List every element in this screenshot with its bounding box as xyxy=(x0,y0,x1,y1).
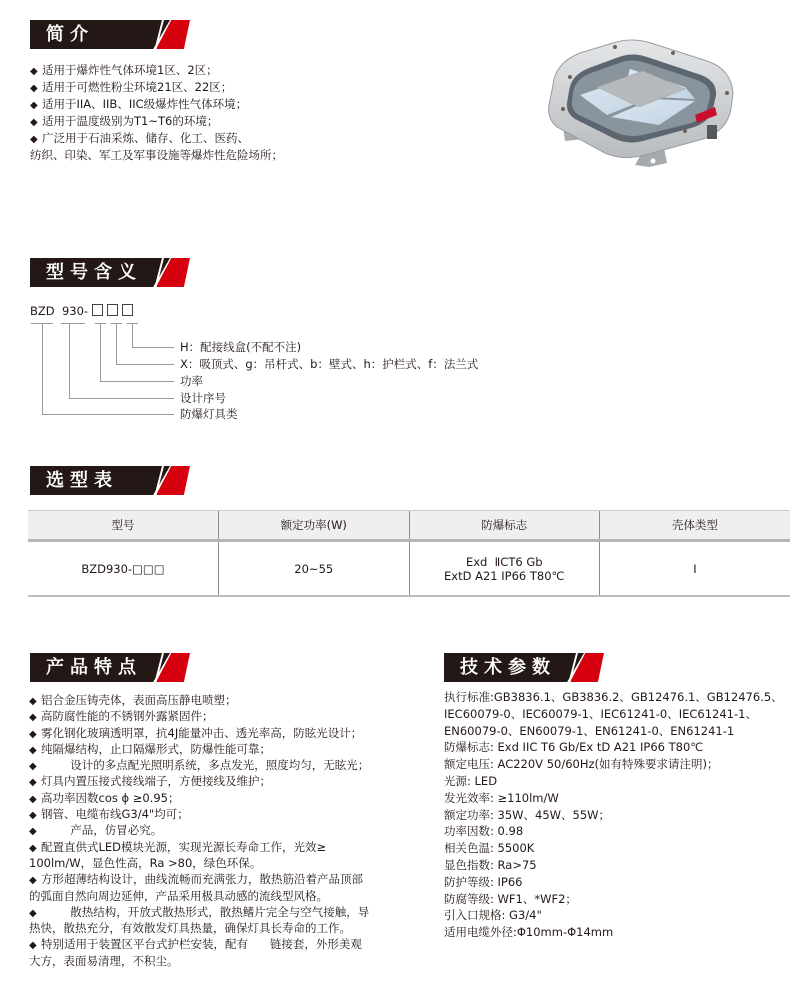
placeholder-box-icon xyxy=(107,304,118,316)
selection-table-section-banner xyxy=(30,466,190,495)
feature-line: ◆ 产品，仿冒必究。 xyxy=(29,822,369,838)
bullet-icon: ◆ xyxy=(29,696,37,707)
features-title: 产品特点 xyxy=(46,657,142,678)
selection-table xyxy=(28,510,790,597)
bullet-icon: ◆ xyxy=(30,83,38,94)
model-meaning-title: 型号含义 xyxy=(46,262,142,283)
param-line: 光源: LED xyxy=(444,773,498,788)
param-line: 防腐等级: WF1、*WF2； xyxy=(444,891,577,906)
tech-params-title: 技术参数 xyxy=(460,657,556,678)
feature-line: ◆ 纯隔爆结构，止口隔爆形式，防爆性能可靠； xyxy=(29,741,369,757)
column-header-power: 额定功率(W) xyxy=(219,511,410,541)
bullet-icon: ◆ xyxy=(29,793,37,805)
tech-params-list xyxy=(444,689,783,941)
feature-line: 100lm/W，显色性高，Ra >80，绿色环保。 xyxy=(29,855,262,870)
cell-model: BZD930-□□□ xyxy=(28,541,219,597)
tech-params-section-banner xyxy=(444,653,604,682)
product-image xyxy=(535,35,745,175)
placeholder-box-icon xyxy=(122,304,133,316)
legend-junction-box: H：配接线盒(不配不注) xyxy=(180,340,302,354)
bullet-icon: ◆ xyxy=(29,907,37,919)
param-line: 执行标准:GB3836.1、GB3836.2、GB12476.1、GB12476.5、 xyxy=(444,690,783,704)
explosion-proof-light-icon xyxy=(535,35,745,175)
feature-line: ◆ 雾化钢化玻璃透明罩，抗4J能量冲击、透光率高，防眩光设计； xyxy=(29,725,369,741)
legend-design-number: 设计序号 xyxy=(180,391,226,405)
param-line: IEC60079-0、IEC60079-1、IEC61241-0、IEC61241-1、 xyxy=(444,706,757,721)
bullet-icon: ◆ xyxy=(29,777,37,789)
feature-line: ◆ 方形超薄结构设计，曲线流畅而充满张力，散热筋沿着产品顶部 xyxy=(29,871,369,887)
param-line: 引入口规格: G3/4" xyxy=(444,908,542,923)
model-meaning-section-banner xyxy=(30,258,190,287)
column-header-model: 型号 xyxy=(28,511,219,541)
list-item-continuation: 纺织、印染、军工及军事设施等爆炸性危险场所； xyxy=(30,148,283,162)
bullet-icon: ◆ xyxy=(29,744,37,756)
list-item: ◆ 适用于爆炸性气体环境1区、2区； xyxy=(30,62,283,79)
param-line: 显色指数: Ra>75 xyxy=(444,857,537,872)
bullet-icon: ◆ xyxy=(29,875,37,887)
param-line: 相关色温: 5500K xyxy=(444,841,535,856)
table-row xyxy=(28,541,790,597)
feature-line: ◆ 特别适用于装置区平台式护栏安装，配有 链接套，外形美观 xyxy=(29,936,369,952)
feature-line: ◆ 设计的多点配光照明系统，多点发光，照度均匀，无眩光； xyxy=(29,757,369,773)
feature-line: ◆ 铝合金压铸壳体，表面高压静电喷塑； xyxy=(29,692,369,708)
features-section-banner xyxy=(30,653,190,682)
bullet-icon: ◆ xyxy=(30,100,38,111)
placeholder-box-icon xyxy=(92,304,103,316)
feature-line: 的弧面自然向周边延伸，产品采用极具动感的流线型风格。 xyxy=(29,888,328,903)
bullet-icon: ◆ xyxy=(29,826,37,838)
legend-lamp-type: 防爆灯具类 xyxy=(180,407,238,421)
cell-housing: I xyxy=(600,541,791,597)
model-code: BZD 930- xyxy=(30,303,137,319)
legend-power: 功率 xyxy=(180,374,203,388)
bullet-icon: ◆ xyxy=(29,810,37,822)
feature-line: ◆ 钢管、电缆布线G3/4"均可； xyxy=(29,806,369,822)
selection-table-title: 选型表 xyxy=(46,470,118,491)
column-header-housing: 壳体类型 xyxy=(600,511,791,541)
bullet-icon: ◆ xyxy=(30,134,38,145)
cell-power: 20~55 xyxy=(219,541,410,597)
feature-line: 热快，散热充分，有效散发灯具热量，确保灯具长寿命的工作。 xyxy=(29,921,351,936)
intro-section-banner xyxy=(30,20,190,49)
list-item: ◆ 广泛用于石油采炼、储存、化工、医药、 xyxy=(30,130,283,147)
feature-line: ◆ 高防腐性能的不锈钢外露紧固件； xyxy=(29,708,369,724)
intro-bullet-list xyxy=(30,62,283,164)
param-line: 发光效率: ≥110lm/W xyxy=(444,790,559,805)
param-line: EN60079-0、EN60079-1、EN61241-0、EN61241-1 xyxy=(444,723,735,738)
feature-line: ◆ 灯具内置压接式接线端子，方便接线及维护； xyxy=(29,773,369,789)
feature-line: ◆ 高功率因数cos ϕ ≥0.95； xyxy=(29,790,369,806)
table-header-row xyxy=(28,511,790,541)
feature-line: ◆ 配置直供式LED模块光源，实现光源长寿命工作，光效≥ xyxy=(29,839,369,855)
bullet-icon: ◆ xyxy=(30,66,38,77)
features-list xyxy=(29,692,369,969)
legend-mounting: X：吸顶式、g：吊杆式、b：壁式、h：护栏式、f：法兰式 xyxy=(180,357,479,371)
bullet-icon: ◆ xyxy=(29,712,37,724)
bullet-icon: ◆ xyxy=(29,842,37,854)
param-line: 防爆标志: Exd IIC T6 Gb/Ex tD A21 IP66 T80℃ xyxy=(444,740,704,755)
list-item: ◆ 适用于温度级别为T1~T6的环境； xyxy=(30,113,283,130)
bullet-icon: ◆ xyxy=(29,728,37,740)
list-item: ◆ 适用于IIA、IIB、IIC级爆炸性气体环境； xyxy=(30,96,283,113)
param-line: 额定功率: 35W、45W、55W； xyxy=(444,807,611,822)
feature-line: 大方，表面易清理，不积尘。 xyxy=(29,953,179,968)
param-line: 适用电缆外径:Φ10mm-Φ14mm xyxy=(444,925,614,940)
list-item: ◆ 适用于可燃性粉尘环境21区、22区； xyxy=(30,79,283,96)
cell-ex-mark: Exd ⅡCT6 Gb ExtD A21 IP66 T80℃ xyxy=(409,541,600,597)
bullet-icon: ◆ xyxy=(30,117,38,128)
intro-title: 简介 xyxy=(46,24,94,45)
bullet-icon: ◆ xyxy=(29,761,37,773)
bullet-icon: ◆ xyxy=(29,940,37,952)
param-line: 功率因数: 0.98 xyxy=(444,824,524,839)
feature-line: ◆ 散热结构，开放式散热形式，散热鳍片完全与空气接触，导 xyxy=(29,904,369,920)
column-header-ex-mark: 防爆标志 xyxy=(409,511,600,541)
param-line: 防护等级: IP66 xyxy=(444,874,523,889)
param-line: 额定电压: AC220V 50/60Hz(如有特殊要求请注明)； xyxy=(444,757,719,772)
